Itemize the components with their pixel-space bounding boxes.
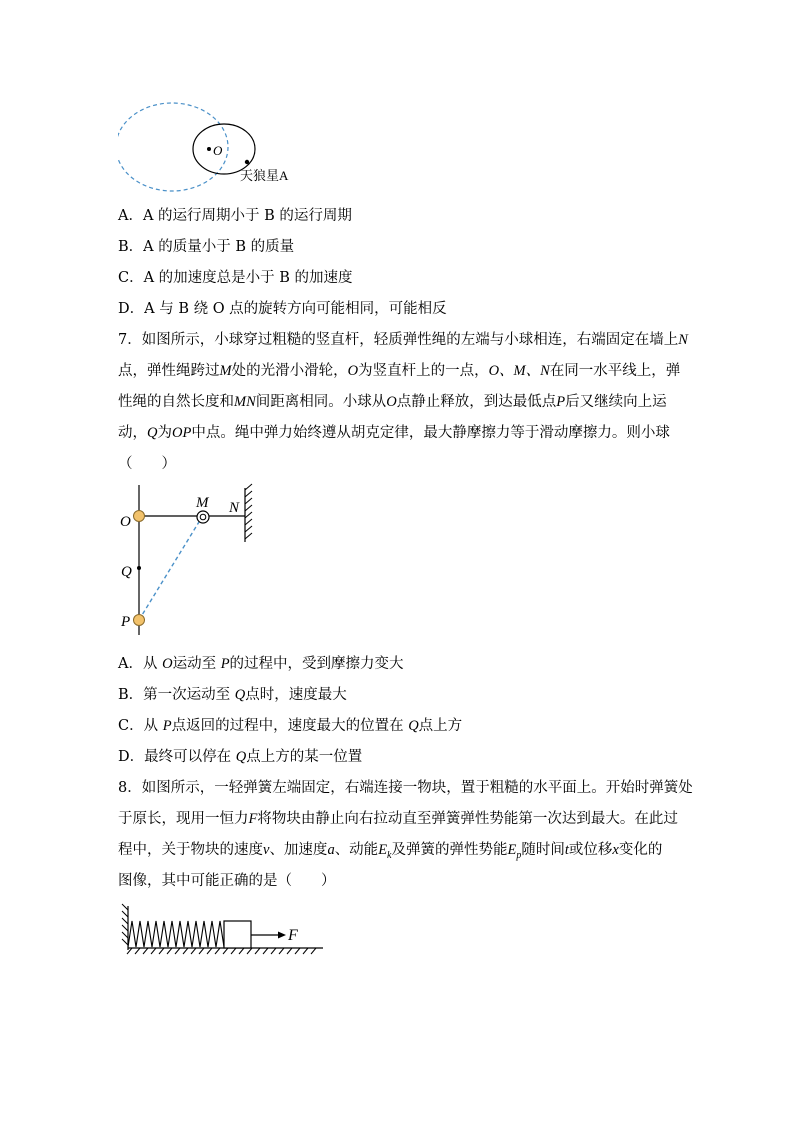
pulley-outer [197,511,209,523]
spring-figure [118,898,333,958]
q7-option-b: B．第一次运动至 Q点时，速度最大 [118,687,347,703]
orbit-b-dashed [118,103,228,191]
q6-option-d: D．A 与 B 绕 O 点的旋转方向可能相同，可能相反 [118,301,447,317]
label-o: O [120,514,131,530]
ball-at-p [134,615,145,626]
orbit-figure [118,100,318,195]
q7-stem-line-3: 性绳的自然长度和MN间距离相同。小球从O点静止释放，到达最低点P后又继续向上运 [118,394,667,410]
star-a-label: 天狼星A [240,168,289,183]
label-n: N [229,500,240,516]
force-arrow-head [278,932,286,939]
block [224,921,251,948]
q8-stem-line-1: 8．如图所示，一轻弹簧左端固定，右端连接一物块，置于粗糙的水平面上。开始时弹簧处 [118,780,693,796]
orbit-a-solid [193,124,255,174]
label-m: M [196,495,209,511]
q7-stem-line-2: 点，弹性绳跨过M处的光滑小滑轮，O为竖直杆上的一点，O、M、N在同一水平线上，弹 [118,363,681,379]
q7-answer-blank: （ ） [118,456,176,472]
q7-stem-line-1: 7．如图所示，小球穿过粗糙的竖直杆，轻质弹性绳的左端与小球相连，右端固定在墙上N [118,332,688,348]
q7-option-c: C．从 P点返回的过程中，速度最大的位置在 Q点上方 [118,718,463,734]
q7-option-d: D．最终可以停在 Q点上方的某一位置 [118,749,363,765]
wall-hatching [245,484,252,539]
q7-stem-line-4: 动，Q为OP中点。绳中弹力始终遵从胡克定律，最大静摩擦力等于滑动摩擦力。则小球 [118,425,670,441]
q6-option-a: A．A 的运行周期小于 B 的运行周期 [118,208,352,224]
label-p: P [121,614,131,630]
ball-at-o [134,511,145,522]
ground-hatching [127,948,316,954]
center-label-o: O [213,143,223,158]
force-label: F [288,927,298,944]
q8-stem-line-4: 图像，其中可能正确的是（ ） [118,873,336,889]
point-q-dot [137,566,141,570]
center-point-o [207,147,211,151]
left-wall-hatching [122,904,128,945]
q6-option-b: B．A 的质量小于 B 的质量 [118,239,295,255]
star-a-dot [245,160,249,164]
q6-option-c: C．A 的加速度总是小于 B 的加速度 [118,270,353,286]
stretched-rope-dashed [139,517,202,620]
label-q: Q [121,564,132,580]
q7-option-a: A．从 O运动至 P的过程中，受到摩擦力变大 [118,656,404,672]
q8-stem-line-3: 程中，关于物块的速度v、加速度a、动能$E_k$及弹簧的弹性势能$E_p$随时间t或位移x变化的 [118,842,663,861]
q8-stem-line-2: 于原长，现用一恒力F将物块由静止向右拉动直至弹簧弹性势能第一次达到最大。在此过 [118,811,678,827]
spring [128,921,224,947]
rod-figure [112,480,272,640]
